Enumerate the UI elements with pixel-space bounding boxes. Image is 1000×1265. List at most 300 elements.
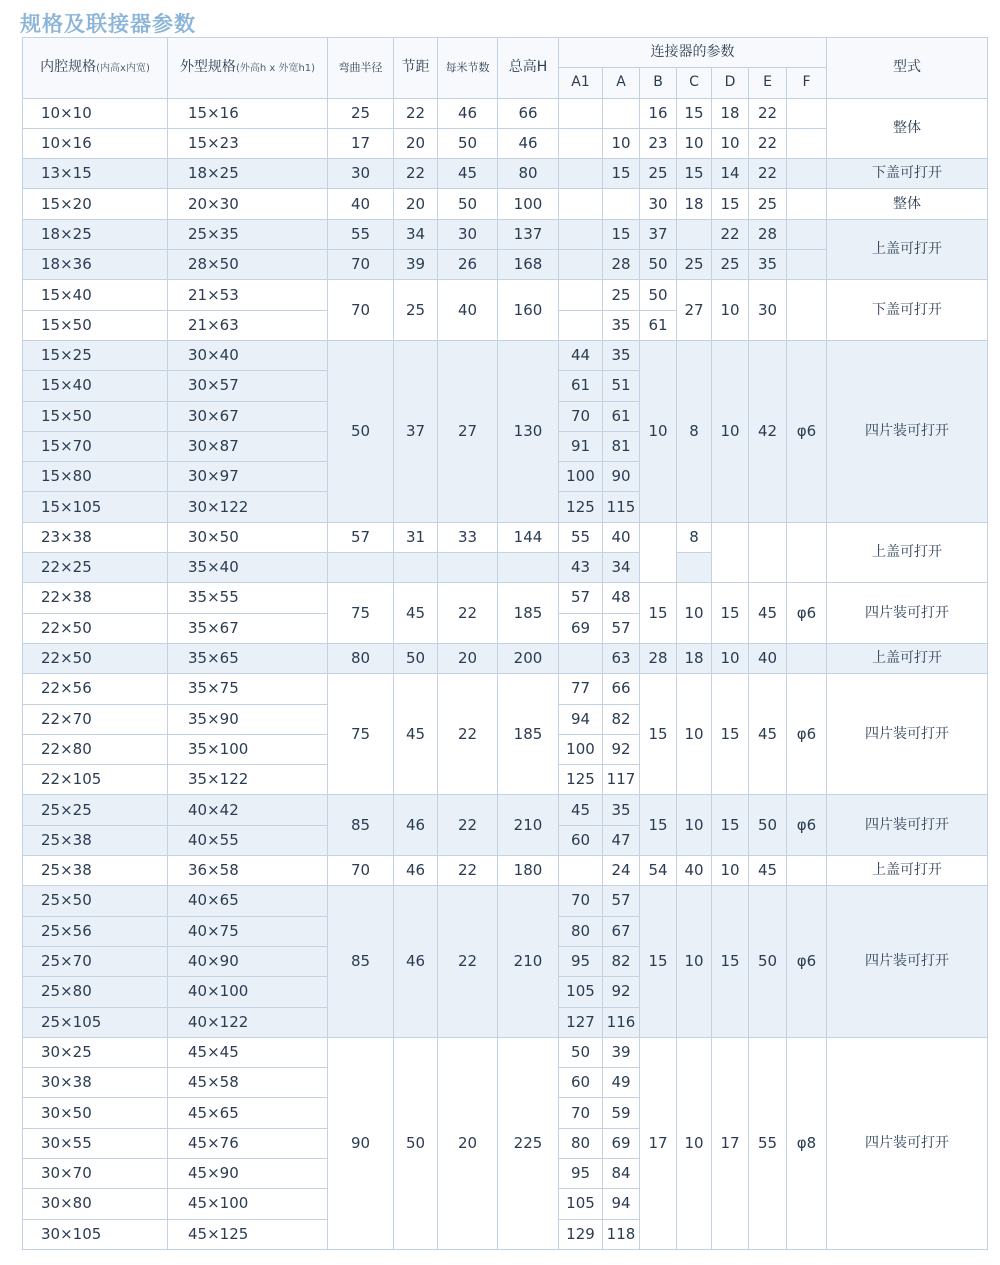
outer-size-cell: 15×23: [168, 128, 328, 158]
inner-size-cell: 25×25: [23, 795, 168, 825]
d-cell: 15: [712, 674, 749, 795]
a1-cell: 77: [559, 674, 603, 704]
d-cell: 10: [712, 128, 749, 158]
f-cell: [787, 856, 827, 886]
header-type: 型式: [827, 38, 988, 99]
inner-size-cell: 22×105: [23, 765, 168, 795]
a1-cell: 125: [559, 765, 603, 795]
a-cell: 59: [603, 1098, 640, 1128]
bend-radius-cell: 55: [328, 219, 394, 249]
links-per-meter-cell: 46: [438, 98, 498, 128]
outer-size-cell: 40×42: [168, 795, 328, 825]
b-cell: [640, 522, 677, 583]
inner-size-cell: 22×70: [23, 704, 168, 734]
a1-cell: 60: [559, 825, 603, 855]
a1-cell: 60: [559, 1068, 603, 1098]
f-cell: φ6: [787, 674, 827, 795]
header-connector-group: 连接器的参数: [559, 38, 827, 68]
a-cell: 117: [603, 765, 640, 795]
d-cell: 18: [712, 98, 749, 128]
header-bend-radius: 弯曲半径: [328, 38, 394, 99]
a-cell: 82: [603, 946, 640, 976]
spec-table-body: [23, 98, 988, 1249]
f-cell: φ6: [787, 340, 827, 522]
a1-cell: 57: [559, 583, 603, 613]
header-col-f: F: [787, 68, 827, 98]
e-cell: 22: [749, 159, 787, 189]
a-cell: 35: [603, 340, 640, 370]
c-cell: 8: [677, 522, 712, 552]
pitch-cell: 39: [394, 250, 438, 280]
inner-size-cell: 22×38: [23, 583, 168, 613]
page-title: 规格及联接器参数: [20, 12, 196, 36]
links-per-meter-cell: 50: [438, 189, 498, 219]
outer-size-cell: 30×87: [168, 431, 328, 461]
a-cell: 51: [603, 371, 640, 401]
links-per-meter-cell: 40: [438, 280, 498, 341]
table-row: [23, 886, 988, 916]
outer-size-cell: 20×30: [168, 189, 328, 219]
a1-cell: 95: [559, 946, 603, 976]
e-cell: 28: [749, 219, 787, 249]
table-row: [23, 795, 988, 825]
inner-size-cell: 15×105: [23, 492, 168, 522]
table-row: [23, 674, 988, 704]
inner-size-cell: 30×50: [23, 1098, 168, 1128]
b-cell: 50: [640, 280, 677, 310]
outer-size-cell: 28×50: [168, 250, 328, 280]
e-cell: 45: [749, 674, 787, 795]
a1-cell: 100: [559, 734, 603, 764]
total-height-cell: 200: [498, 643, 559, 673]
outer-size-cell: 30×67: [168, 401, 328, 431]
outer-size-cell: 30×122: [168, 492, 328, 522]
a1-cell: 61: [559, 371, 603, 401]
type-cell: 下盖可打开: [827, 280, 988, 341]
total-height-cell: [498, 553, 559, 583]
a-cell: 66: [603, 674, 640, 704]
outer-size-cell: 21×53: [168, 280, 328, 310]
inner-size-cell: 22×50: [23, 613, 168, 643]
total-height-cell: 130: [498, 340, 559, 522]
d-cell: 25: [712, 250, 749, 280]
a-cell: 57: [603, 613, 640, 643]
pitch-cell: 46: [394, 886, 438, 1037]
a-cell: 49: [603, 1068, 640, 1098]
c-cell: 15: [677, 98, 712, 128]
e-cell: 50: [749, 795, 787, 856]
bend-radius-cell: 75: [328, 674, 394, 795]
a1-cell: [559, 98, 603, 128]
inner-size-cell: 23×38: [23, 522, 168, 552]
b-cell: 37: [640, 219, 677, 249]
bend-radius-cell: 40: [328, 189, 394, 219]
e-cell: 22: [749, 98, 787, 128]
a-cell: 84: [603, 1158, 640, 1188]
b-cell: 54: [640, 856, 677, 886]
a1-cell: [559, 310, 603, 340]
inner-size-cell: 22×25: [23, 553, 168, 583]
inner-size-cell: 25×50: [23, 886, 168, 916]
outer-size-cell: 40×55: [168, 825, 328, 855]
a-cell: 90: [603, 462, 640, 492]
inner-size-cell: 15×50: [23, 310, 168, 340]
c-cell: 18: [677, 643, 712, 673]
inner-size-cell: 30×25: [23, 1037, 168, 1067]
b-cell: 15: [640, 583, 677, 644]
b-cell: 15: [640, 674, 677, 795]
total-height-cell: 144: [498, 522, 559, 552]
a-cell: 47: [603, 825, 640, 855]
c-cell: [677, 219, 712, 249]
a-cell: 15: [603, 159, 640, 189]
a-cell: 10: [603, 128, 640, 158]
a1-cell: 50: [559, 1037, 603, 1067]
d-cell: 15: [712, 189, 749, 219]
type-cell: 上盖可打开: [827, 219, 988, 280]
c-cell: 25: [677, 250, 712, 280]
outer-size-cell: 35×90: [168, 704, 328, 734]
a-cell: 118: [603, 1219, 640, 1249]
a1-cell: 105: [559, 977, 603, 1007]
a1-cell: 129: [559, 1219, 603, 1249]
c-cell: 10: [677, 795, 712, 856]
a1-cell: 55: [559, 522, 603, 552]
bend-radius-cell: 80: [328, 643, 394, 673]
b-cell: 30: [640, 189, 677, 219]
table-row: [23, 189, 988, 219]
a-cell: 35: [603, 795, 640, 825]
f-cell: φ6: [787, 795, 827, 856]
b-cell: 61: [640, 310, 677, 340]
e-cell: 40: [749, 643, 787, 673]
pitch-cell: 22: [394, 98, 438, 128]
inner-size-cell: 30×55: [23, 1128, 168, 1158]
links-per-meter-cell: 22: [438, 583, 498, 644]
total-height-cell: 66: [498, 98, 559, 128]
outer-size-cell: 45×65: [168, 1098, 328, 1128]
bend-radius-cell: 75: [328, 583, 394, 644]
d-cell: 10: [712, 643, 749, 673]
f-cell: [787, 643, 827, 673]
outer-size-cell: 35×65: [168, 643, 328, 673]
header-outer-size: 外型规格(外高h x 外宽h1): [168, 38, 328, 99]
a-cell: [603, 189, 640, 219]
header-pitch: 节距: [394, 38, 438, 99]
inner-size-cell: 15×25: [23, 340, 168, 370]
inner-size-cell: 10×10: [23, 98, 168, 128]
outer-size-cell: 45×45: [168, 1037, 328, 1067]
outer-size-cell: 45×100: [168, 1189, 328, 1219]
b-cell: 16: [640, 98, 677, 128]
a1-cell: 125: [559, 492, 603, 522]
c-cell: 10: [677, 128, 712, 158]
pitch-cell: 45: [394, 674, 438, 795]
inner-size-cell: 22×56: [23, 674, 168, 704]
a-cell: 92: [603, 977, 640, 1007]
c-cell: 18: [677, 189, 712, 219]
bend-radius-cell: 70: [328, 856, 394, 886]
a1-cell: 70: [559, 1098, 603, 1128]
inner-size-cell: 15×40: [23, 371, 168, 401]
bend-radius-cell: [328, 553, 394, 583]
inner-size-cell: 13×15: [23, 159, 168, 189]
links-per-meter-cell: 22: [438, 795, 498, 856]
outer-size-cell: 35×122: [168, 765, 328, 795]
type-cell: 四片装可打开: [827, 340, 988, 522]
d-cell: 10: [712, 856, 749, 886]
total-height-cell: 168: [498, 250, 559, 280]
outer-size-cell: 45×90: [168, 1158, 328, 1188]
pitch-cell: 46: [394, 795, 438, 856]
outer-size-cell: 35×55: [168, 583, 328, 613]
a1-cell: [559, 250, 603, 280]
links-per-meter-cell: 22: [438, 886, 498, 1037]
a-cell: 81: [603, 431, 640, 461]
inner-size-cell: 25×56: [23, 916, 168, 946]
total-height-cell: 100: [498, 189, 559, 219]
outer-size-cell: 30×40: [168, 340, 328, 370]
a-cell: 115: [603, 492, 640, 522]
a-cell: 25: [603, 280, 640, 310]
e-cell: 35: [749, 250, 787, 280]
a1-cell: [559, 856, 603, 886]
pitch-cell: 34: [394, 219, 438, 249]
c-cell: 27: [677, 280, 712, 341]
outer-size-cell: 15×16: [168, 98, 328, 128]
inner-size-cell: 15×70: [23, 431, 168, 461]
f-cell: φ6: [787, 583, 827, 644]
a-cell: 57: [603, 886, 640, 916]
outer-size-cell: 30×50: [168, 522, 328, 552]
f-cell: φ6: [787, 886, 827, 1037]
b-cell: 23: [640, 128, 677, 158]
f-cell: φ8: [787, 1037, 827, 1249]
type-cell: 上盖可打开: [827, 643, 988, 673]
b-cell: 15: [640, 886, 677, 1037]
header-col-b: B: [640, 68, 677, 98]
table-row: [23, 643, 988, 673]
pitch-cell: [394, 553, 438, 583]
links-per-meter-cell: 20: [438, 1037, 498, 1249]
bend-radius-cell: 25: [328, 98, 394, 128]
e-cell: 25: [749, 189, 787, 219]
inner-size-cell: 15×50: [23, 401, 168, 431]
a1-cell: 43: [559, 553, 603, 583]
e-cell: [749, 522, 787, 583]
e-cell: 30: [749, 280, 787, 341]
a-cell: 67: [603, 916, 640, 946]
inner-size-cell: 30×105: [23, 1219, 168, 1249]
e-cell: 45: [749, 583, 787, 644]
pitch-cell: 46: [394, 856, 438, 886]
c-cell: [677, 553, 712, 583]
inner-size-cell: 15×40: [23, 280, 168, 310]
links-per-meter-cell: 20: [438, 643, 498, 673]
links-per-meter-cell: 22: [438, 674, 498, 795]
f-cell: [787, 280, 827, 341]
outer-size-cell: 40×90: [168, 946, 328, 976]
outer-size-cell: 18×25: [168, 159, 328, 189]
f-cell: [787, 250, 827, 280]
total-height-cell: 46: [498, 128, 559, 158]
outer-size-cell: 40×100: [168, 977, 328, 1007]
a-cell: [603, 98, 640, 128]
a1-cell: 70: [559, 401, 603, 431]
pitch-cell: 20: [394, 128, 438, 158]
a-cell: 39: [603, 1037, 640, 1067]
a-cell: 69: [603, 1128, 640, 1158]
table-row: [23, 159, 988, 189]
inner-size-cell: 30×38: [23, 1068, 168, 1098]
e-cell: 42: [749, 340, 787, 522]
b-cell: 10: [640, 340, 677, 522]
type-cell: 上盖可打开: [827, 522, 988, 583]
inner-size-cell: 10×16: [23, 128, 168, 158]
a1-cell: 105: [559, 1189, 603, 1219]
total-height-cell: 185: [498, 674, 559, 795]
a-cell: 35: [603, 310, 640, 340]
inner-size-cell: 25×80: [23, 977, 168, 1007]
c-cell: 40: [677, 856, 712, 886]
inner-size-cell: 25×105: [23, 1007, 168, 1037]
outer-size-cell: 35×100: [168, 734, 328, 764]
table-row: [23, 856, 988, 886]
d-cell: 10: [712, 340, 749, 522]
outer-size-cell: 40×65: [168, 886, 328, 916]
d-cell: 15: [712, 795, 749, 856]
inner-size-cell: 30×70: [23, 1158, 168, 1188]
c-cell: 10: [677, 886, 712, 1037]
outer-size-cell: 25×35: [168, 219, 328, 249]
d-cell: 14: [712, 159, 749, 189]
a1-cell: 94: [559, 704, 603, 734]
a1-cell: [559, 128, 603, 158]
bend-radius-cell: 85: [328, 886, 394, 1037]
type-cell: 四片装可打开: [827, 674, 988, 795]
e-cell: 22: [749, 128, 787, 158]
pitch-cell: 20: [394, 189, 438, 219]
a1-cell: [559, 280, 603, 310]
type-cell: 上盖可打开: [827, 856, 988, 886]
a1-cell: [559, 643, 603, 673]
d-cell: 10: [712, 280, 749, 341]
table-row: [23, 219, 988, 249]
a-cell: 15: [603, 219, 640, 249]
type-cell: 整体: [827, 98, 988, 159]
total-height-cell: 225: [498, 1037, 559, 1249]
table-row: [23, 340, 988, 370]
outer-size-cell: 30×97: [168, 462, 328, 492]
outer-size-cell: 40×75: [168, 916, 328, 946]
links-per-meter-cell: 27: [438, 340, 498, 522]
a1-cell: 70: [559, 886, 603, 916]
b-cell: 15: [640, 795, 677, 856]
inner-size-cell: 25×38: [23, 825, 168, 855]
links-per-meter-cell: 30: [438, 219, 498, 249]
total-height-cell: 210: [498, 886, 559, 1037]
total-height-cell: 160: [498, 280, 559, 341]
table-row: [23, 280, 988, 310]
a-cell: 92: [603, 734, 640, 764]
d-cell: 22: [712, 219, 749, 249]
c-cell: 15: [677, 159, 712, 189]
outer-size-cell: 30×57: [168, 371, 328, 401]
c-cell: 10: [677, 583, 712, 644]
bend-radius-cell: 85: [328, 795, 394, 856]
a-cell: 82: [603, 704, 640, 734]
type-cell: 整体: [827, 189, 988, 219]
b-cell: 25: [640, 159, 677, 189]
total-height-cell: 185: [498, 583, 559, 644]
header-col-a: A: [603, 68, 640, 98]
header-links-per-meter: 每米节数: [438, 38, 498, 99]
inner-size-cell: 25×38: [23, 856, 168, 886]
pitch-cell: 31: [394, 522, 438, 552]
pitch-cell: 22: [394, 159, 438, 189]
inner-size-cell: 22×80: [23, 734, 168, 764]
bend-radius-cell: 57: [328, 522, 394, 552]
bend-radius-cell: 30: [328, 159, 394, 189]
outer-size-cell: 36×58: [168, 856, 328, 886]
a-cell: 48: [603, 583, 640, 613]
links-per-meter-cell: 45: [438, 159, 498, 189]
e-cell: 55: [749, 1037, 787, 1249]
type-cell: 四片装可打开: [827, 886, 988, 1037]
bend-radius-cell: 70: [328, 250, 394, 280]
outer-size-cell: 35×75: [168, 674, 328, 704]
type-cell: 下盖可打开: [827, 159, 988, 189]
outer-size-cell: 21×63: [168, 310, 328, 340]
a1-cell: 45: [559, 795, 603, 825]
d-cell: 15: [712, 886, 749, 1037]
type-cell: 四片装可打开: [827, 583, 988, 644]
header-col-a1: A1: [559, 68, 603, 98]
a-cell: 61: [603, 401, 640, 431]
f-cell: [787, 159, 827, 189]
bend-radius-cell: 17: [328, 128, 394, 158]
f-cell: [787, 98, 827, 128]
c-cell: 10: [677, 674, 712, 795]
inner-size-cell: 30×80: [23, 1189, 168, 1219]
table-row: [23, 1037, 988, 1067]
spec-table: [22, 37, 988, 1250]
pitch-cell: 25: [394, 280, 438, 341]
total-height-cell: 137: [498, 219, 559, 249]
inner-size-cell: 18×36: [23, 250, 168, 280]
a1-cell: 91: [559, 431, 603, 461]
e-cell: 45: [749, 856, 787, 886]
c-cell: 10: [677, 1037, 712, 1249]
links-per-meter-cell: 33: [438, 522, 498, 552]
a-cell: 94: [603, 1189, 640, 1219]
a-cell: 116: [603, 1007, 640, 1037]
a1-cell: [559, 189, 603, 219]
a1-cell: 69: [559, 613, 603, 643]
a-cell: 28: [603, 250, 640, 280]
type-cell: 四片装可打开: [827, 1037, 988, 1249]
a1-cell: 100: [559, 462, 603, 492]
total-height-cell: 180: [498, 856, 559, 886]
outer-size-cell: 35×40: [168, 553, 328, 583]
a1-cell: 80: [559, 1128, 603, 1158]
table-row: [23, 583, 988, 613]
pitch-cell: 50: [394, 1037, 438, 1249]
links-per-meter-cell: 26: [438, 250, 498, 280]
inner-size-cell: 25×70: [23, 946, 168, 976]
bend-radius-cell: 70: [328, 280, 394, 341]
total-height-cell: 210: [498, 795, 559, 856]
